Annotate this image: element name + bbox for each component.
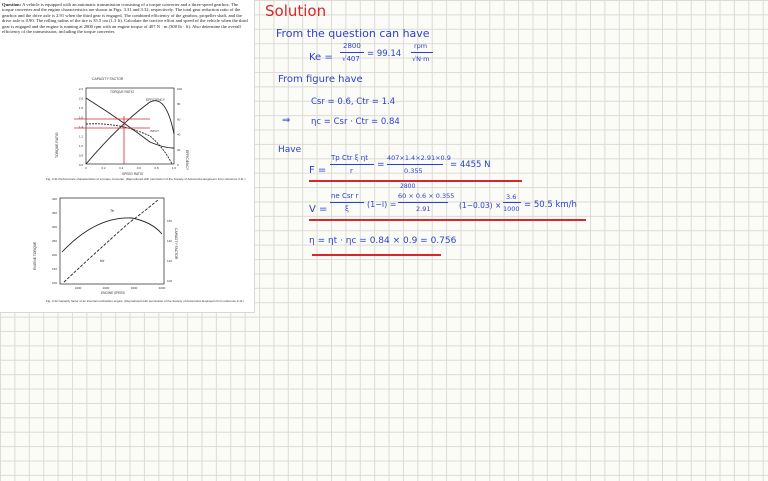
- fig1-legend-torque: TORQUE RATIO: [110, 90, 134, 94]
- fig2-ytick-tick-6: 100: [51, 281, 57, 285]
- v-conv-bar: [503, 202, 521, 203]
- f-calc-den: 0.355: [404, 167, 423, 175]
- fig1-ytick-tick-6: 1.0: [78, 144, 83, 148]
- have-label: Have: [278, 145, 302, 155]
- f-label: F =: [309, 165, 327, 176]
- solution-line-1: From the question can have: [276, 27, 430, 40]
- f-frac-bar: [330, 164, 374, 165]
- fig2-caption: Fig. 3.32 Capacity factor of an internal combustion engine. (Reproduced with permission of the Society of Automotive Engineers from reference 3.11.): [46, 299, 245, 303]
- fig2-te-label: Te: [110, 209, 114, 213]
- fig1-ytick-tick-2: 1.8: [78, 106, 83, 110]
- fig2-xtick-tick-2: 3000: [130, 286, 138, 290]
- fig1-ytick-tick-5: 1.2: [78, 134, 83, 139]
- figure-3-31: [0, 76, 254, 188]
- fig2-cftick-tick-3: 100: [167, 279, 173, 283]
- fig2-xtick-tick-0: 1000: [74, 286, 82, 290]
- f-eq: =: [377, 160, 385, 170]
- ke-unit-num: rpm: [414, 42, 428, 50]
- fig1-efftick-tick-3: 40: [177, 132, 181, 137]
- fig2-ke-label: Ke: [100, 259, 105, 263]
- fig1-efftick-tick-0: 100: [177, 87, 183, 91]
- ke-unit-den: √N·m: [412, 55, 430, 63]
- v-calc-den: 2.91: [416, 205, 431, 213]
- fig2-cftick-tick-0: 160: [167, 219, 173, 223]
- fig1-xtick-tick-1: 0.2: [101, 166, 106, 170]
- ke-unit-bar: [411, 52, 433, 53]
- ke-label: Ke =: [309, 52, 333, 63]
- fig1-xtick-tick-5: 1.0: [171, 166, 177, 170]
- v-label: V =: [309, 204, 328, 215]
- f-calc-bar: [387, 164, 443, 165]
- cr-values: Csr = 0.6, Ctr = 1.4: [311, 97, 396, 107]
- v-calc-bar: [398, 202, 448, 203]
- fig1-x-label: SPEED RATIO: [122, 172, 144, 176]
- fig1-caption: Fig. 3.31 Performance characteristics of a torque converter. (Reproduced with permission of the Society of Automotive Engineers from reference 3.11.): [46, 177, 246, 181]
- ke-eq: = 99.14: [367, 49, 402, 59]
- fig1-left-axis: TORQUE RATIO: [55, 132, 59, 158]
- fig2-ytick-tick-4: 200: [51, 253, 57, 257]
- fig2-ytick-tick-2: 300: [51, 225, 57, 229]
- fig2-left-axis: ENGINE TORQUE: [33, 241, 37, 270]
- fig1-efftick-tick-2: 60: [177, 117, 181, 122]
- underline-efficiency: [312, 254, 441, 256]
- ke-den: √407: [342, 55, 360, 63]
- fig1-legend-eff: EFFICIENCY: [146, 98, 165, 102]
- fig2-x-label: ENGINE SPEED: [101, 291, 125, 295]
- fig1-efftick-tick-5: 0: [177, 163, 179, 167]
- fig1-ytick-tick-1: 2.0: [78, 96, 83, 101]
- ke-frac-bar: [340, 52, 364, 53]
- fig1-xtick-tick-2: 0.4: [119, 166, 124, 170]
- fig1-ytick-tick-7: 0.8: [78, 153, 83, 158]
- v-result: = 50.5 km/h: [524, 200, 577, 210]
- underline-force: [309, 180, 522, 182]
- fig2-xtick-tick-3: 4000: [158, 286, 166, 290]
- fig2-ytick-tick-5: 150: [51, 267, 57, 271]
- fig2-ytick-tick-0: 400: [51, 197, 57, 201]
- v-calc-num: 60 × 0.6 × 0.355: [398, 192, 455, 200]
- fig1-efftick-tick-1: 80: [177, 102, 181, 107]
- v-num: ne Csr r: [331, 192, 359, 200]
- v-slip2: (1−0.03) ×: [459, 201, 502, 210]
- fig1-xtick-tick-0: 0: [85, 166, 87, 170]
- fig2-cftick-tick-2: 120: [167, 259, 173, 263]
- fig1-right-axis: EFFICIENCY: [185, 150, 189, 171]
- fig2-xtick-tick-1: 2000: [102, 286, 110, 290]
- eta-line: η = ηt · ηc = 0.84 × 0.9 = 0.756: [309, 236, 457, 246]
- v-frac-bar: [330, 202, 364, 203]
- figure-3-32: [0, 192, 254, 310]
- v-conv-num: 3.6: [506, 193, 517, 201]
- arrow-implies: ⇒: [282, 115, 291, 126]
- fig1-ytick-tick-0: 2.2: [78, 87, 83, 91]
- question-body: A vehicle is equipped with an automatic transmission consisting of a torque converter and a three-speed gearbox. The torque converter and the engine characteristics are shown in Figs. 3.31 and 3.32, respectively. The total gear reduction ratio of the gearbox and the drive axle is 2.91 when the third gear is engaged. The combined efficiency of the gearbox, propeller shaft, and the drive axle is 0.90. The rolling radius of the tire is 35.5 cm (1.3 ft). Calculate the tractive effort and speed of the vehicle when the third gear is engaged and the engine is running at 2800 rpm with an engine torque of 407 N · m (300 lb · ft). Also determine the overall efficiency of the transmission, including the torque converter.: [2, 2, 248, 35]
- f-den: r: [350, 167, 353, 175]
- fig1-ytick-tick-3: 1.6: [78, 115, 83, 120]
- nc-formula: ηc = Csr · Ctr = 0.84: [311, 117, 400, 127]
- f-num: Tp Ctr ξ ηt: [331, 154, 368, 162]
- solution-line-3: From figure have: [278, 74, 363, 85]
- fig2-ytick-tick-1: 350: [51, 211, 57, 215]
- f-calc-num: 407×1.4×2.91×0.9: [387, 154, 451, 162]
- v-slip: (1−i) =: [367, 200, 397, 209]
- v-den: ξ: [345, 205, 349, 213]
- underline-velocity: [309, 219, 586, 221]
- fig2-cftick-tick-1: 140: [167, 239, 173, 243]
- fig1-legend-input: INPUT: [150, 129, 159, 133]
- v-calc-top: 2800: [400, 183, 416, 190]
- fig1-efftick-tick-4: 20: [177, 147, 181, 152]
- fig1-xtick-tick-4: 0.8: [154, 166, 159, 170]
- ke-num: 2800: [343, 42, 361, 50]
- fig2-right-axis: CAPACITY FACTOR: [174, 228, 178, 260]
- solution-title: Solution: [265, 2, 327, 20]
- fig1-xtick-tick-3: 0.6: [136, 166, 141, 170]
- textbook-page: [0, 0, 255, 313]
- f-result: = 4455 N: [450, 160, 491, 170]
- question-lead: Question:: [2, 2, 22, 7]
- fig2-ytick-tick-3: 250: [51, 239, 57, 243]
- fig1-ytick-tick-4: 1.4: [78, 125, 83, 129]
- v-conv-den: 1000: [503, 205, 520, 213]
- fig1-ytick-tick-8: 0.6: [78, 163, 83, 167]
- fig1-top-axis-1: CAPACITY FACTOR: [92, 77, 124, 81]
- question-text: [2, 2, 250, 34]
